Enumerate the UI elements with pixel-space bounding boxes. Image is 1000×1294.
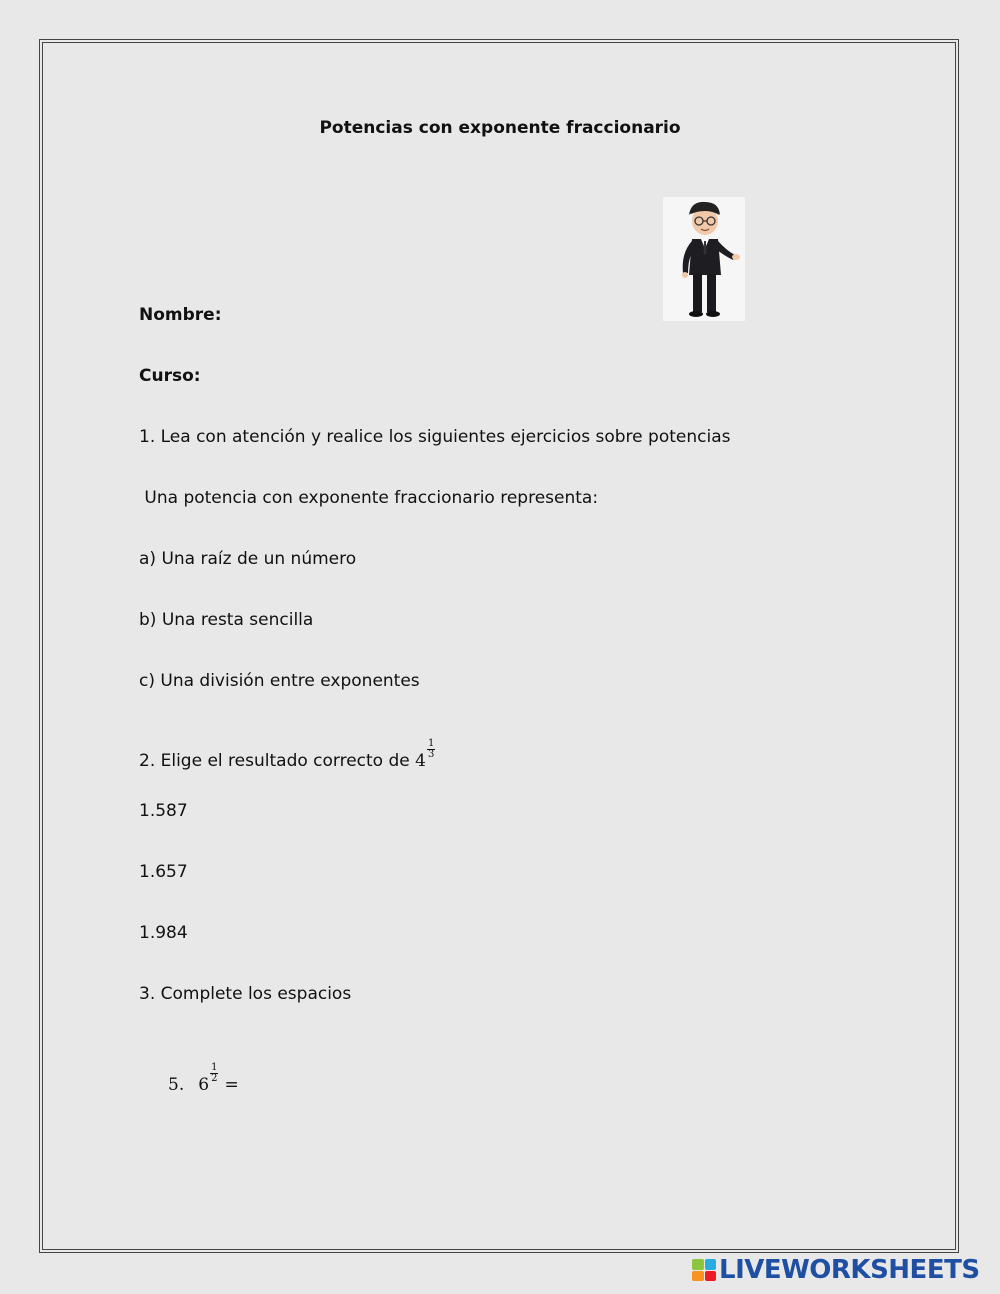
question-3-prompt: 3. Complete los espacios bbox=[139, 984, 352, 1004]
question-2-exponent-denominator: 3 bbox=[427, 749, 435, 760]
question-2-prompt bbox=[139, 739, 435, 772]
question-1-prompt: Una potencia con exponente fraccionario representa: bbox=[139, 488, 599, 508]
liveworksheets-logo[interactable] bbox=[692, 1255, 980, 1285]
teacher-illustration bbox=[663, 197, 745, 321]
question-3-exponent-denominator: 2 bbox=[211, 1073, 218, 1084]
question-2-option-2[interactable]: 1.657 bbox=[139, 862, 188, 882]
question-2-text: 2. Elige el resultado correcto de bbox=[139, 751, 416, 771]
question-2-exponent bbox=[427, 739, 435, 760]
question-3-exponent-numerator: 1 bbox=[211, 1062, 218, 1073]
course-label: Curso: bbox=[139, 366, 201, 386]
question-2-base: 4 bbox=[415, 751, 426, 771]
question-2-exponent-numerator: 1 bbox=[427, 738, 435, 749]
question-1-option-b[interactable]: b) Una resta sencilla bbox=[139, 610, 314, 630]
liveworksheets-logo-text: LIVEWORKSHEETS bbox=[719, 1255, 980, 1285]
question-3-item-number: 5. bbox=[168, 1075, 185, 1095]
question-3-base: 6 bbox=[198, 1075, 210, 1095]
name-label: Nombre: bbox=[139, 305, 222, 325]
question-3-equals: = bbox=[224, 1075, 239, 1095]
question-1-option-a[interactable]: a) Una raíz de un número bbox=[139, 549, 357, 569]
question-1-instruction: 1. Lea con atención y realice los siguientes ejercicios sobre potencias bbox=[139, 427, 731, 447]
question-2-option-1[interactable]: 1.587 bbox=[139, 801, 188, 821]
page-title: Potencias con exponente fraccionario bbox=[319, 118, 681, 138]
question-3-item bbox=[168, 1063, 239, 1096]
question-3-exponent bbox=[210, 1063, 218, 1084]
question-1-option-c[interactable]: c) Una división entre exponentes bbox=[139, 671, 420, 691]
question-2-option-3[interactable]: 1.984 bbox=[139, 923, 188, 943]
liveworksheets-logo-icon bbox=[692, 1259, 716, 1281]
